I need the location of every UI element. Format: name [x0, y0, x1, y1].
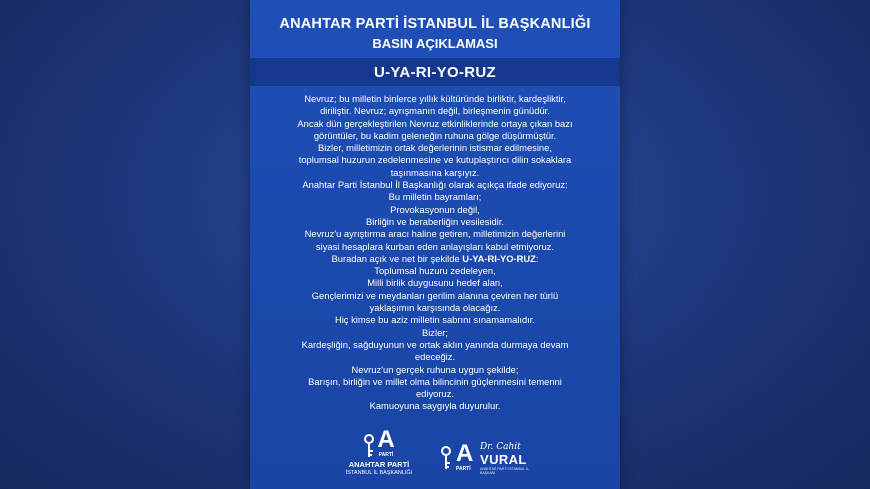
body-line: Nevruz; bu milletin binlerce yıllık kültüründe birliktir, kardeşliktir, — [304, 93, 566, 104]
party-small-label: PARTİ — [378, 452, 394, 458]
party-branch: İSTANBUL İL BAŞKANLIĞI — [345, 470, 413, 476]
key-icon — [440, 446, 452, 470]
body-line: Gençlerimizi ve meydanları gerilim alanına çeviren her türlü — [311, 289, 559, 301]
body-line: ediyoruz. — [415, 388, 455, 400]
statement-body — [264, 93, 606, 413]
body-line: diriliştir. Nevruz; ayrışmanın değil, birleşmenin günüdür. — [320, 105, 550, 117]
key-icon — [363, 434, 375, 458]
party-letter: A — [377, 426, 395, 453]
body-line: Kardeşliğin, sağduyunun ve ortak aklın yanında durmaya devam — [301, 338, 569, 350]
body-line: yaklaşımın karşısında olacağız. — [369, 302, 501, 314]
logo-footer — [250, 426, 620, 482]
banner-text: U-YA-RI-YO-RUZ — [374, 64, 496, 81]
chairman-small-label: PARTİ — [456, 466, 471, 472]
party-name: ANAHTAR PARTİ — [348, 460, 410, 469]
poster-subtitle: BASIN AÇIKLAMASI — [372, 36, 498, 51]
warning-suffix: : — [535, 252, 539, 264]
poster-title: ANAHTAR PARTİ İSTANBUL İL BAŞKANLIĞI — [279, 16, 591, 32]
chairman-letter: A — [456, 440, 474, 467]
party-logo — [338, 426, 420, 476]
body-line: Milli birlik duygusunu hedef alan, — [367, 277, 503, 289]
body-line: Bizler, milletimizin ortak değerlerinin istismar edilmesine, — [318, 142, 552, 154]
body-line: toplumsal huzurun zedelenmesine ve kutuplaştırıcı dilin sokaklara — [298, 154, 572, 166]
warning-line — [264, 253, 606, 265]
body-line: Hiç kimse bu aziz milletin sabrını sınamamalıdır. — [334, 314, 536, 326]
body-line: Provokasyonun değil, — [390, 203, 480, 215]
body-line: Nevruz'un gerçek ruhuna uygun şekilde; — [351, 363, 519, 375]
body-line: Ancak dün gerçekleştirilen Nevruz etkinliklerinde ortaya çıkan bazı — [297, 117, 573, 129]
body-line: Toplumsal huzuru zedeleyen, — [374, 265, 496, 277]
body-line: taşınmasına karşıyız. — [390, 166, 480, 178]
body-line: siyasi hesaplara kurban eden anlayışları kabul etmiyoruz. — [315, 240, 555, 252]
body-line: Nevruz'u ayrıştırma aracı haline getiren, milletimizin değerlerini — [304, 228, 566, 240]
chairman-first-name: Dr. Cahit — [480, 442, 521, 452]
body-line: Bizler; — [421, 326, 449, 338]
body-line: Anahtar Parti İstanbul İl Başkanlığı olarak açıkça ifade ediyoruz: — [302, 179, 568, 191]
warning-prefix: Buradan açık ve net bir şekilde — [331, 252, 463, 264]
chairman-surname: VURAL — [480, 452, 527, 467]
chairman-tagline: ANAHTAR PARTİ İSTANBUL İL BAŞKANI — [480, 467, 529, 475]
body-line: edeceğiz. — [414, 351, 456, 363]
body-line: Barışın, birliğin ve millet olma bilincinin güçlenmesini temenni — [308, 375, 562, 387]
body-line: Bu milletin bayramları; — [388, 191, 482, 203]
press-release-poster — [250, 0, 620, 489]
chairman-logo — [436, 442, 536, 478]
warning-bold: U-YA-RI-YO-RUZ — [462, 252, 536, 264]
body-line: Birliğin ve beraberliğin vesilesidir. — [365, 215, 505, 227]
body-line: görüntüler, bu kadim geleneğin ruhuna gölge düşürmüştür. — [313, 129, 557, 141]
body-line: Kamuoyuna saygıyla duyurulur. — [369, 400, 501, 412]
